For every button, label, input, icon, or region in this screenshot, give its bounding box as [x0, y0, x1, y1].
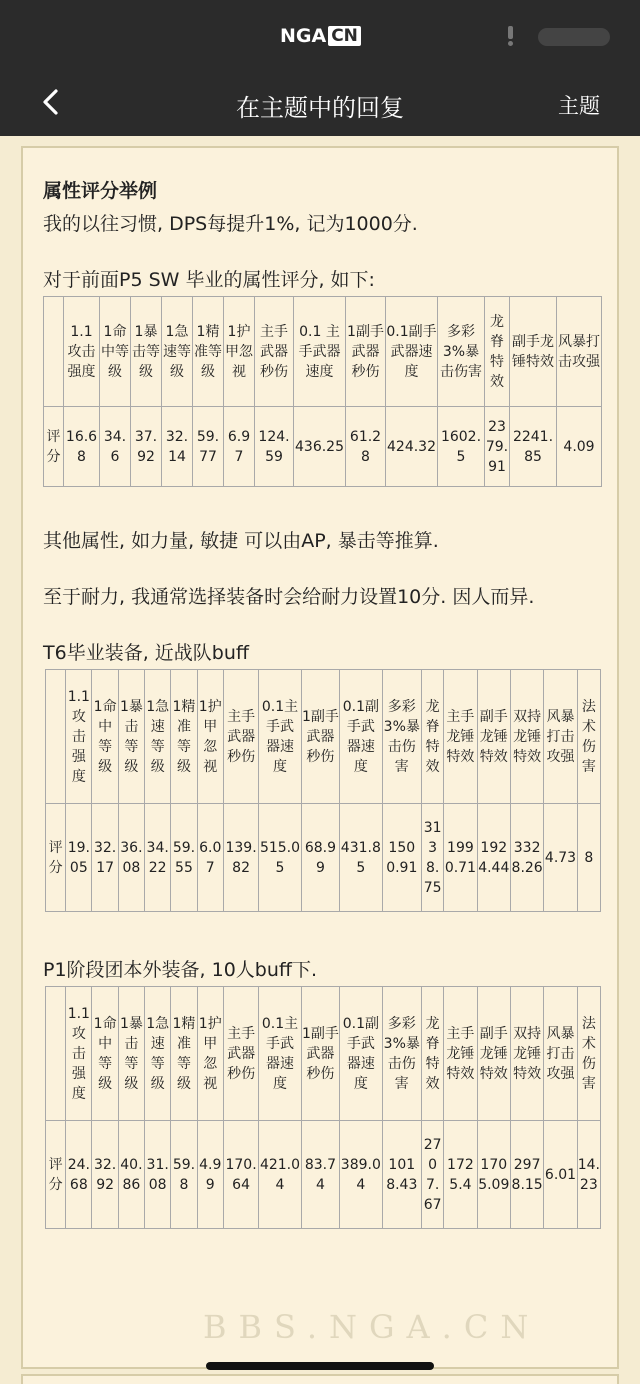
table-header-cell: 副手龙锤特效 [510, 297, 557, 407]
table-value-cell: 4.99 [197, 1121, 223, 1229]
table-header-cell: 副手龙锤特效 [477, 987, 510, 1121]
table-header-cell: 0.1 主手武器速度 [294, 297, 346, 407]
table-t6 [45, 669, 601, 912]
para-stamina: 至于耐力, 我通常选择装备时会给耐力设置10分. 因人而异. [43, 586, 535, 608]
table-value-cell: 6.97 [224, 407, 255, 487]
table-header-cell: 法术伤害 [577, 987, 600, 1121]
table-header-cell: 1精准等级 [171, 987, 197, 1121]
table-value-cell: 8 [577, 804, 600, 912]
table-header-cell: 1命中等级 [100, 297, 131, 407]
table-header-cell: 双持龙锤特效 [510, 987, 543, 1121]
table-header-cell [46, 670, 66, 804]
table-value-cell: 19.05 [66, 804, 92, 912]
table-header-cell: 主手龙锤特效 [444, 987, 477, 1121]
table-header-cell [46, 987, 66, 1121]
table-header-cell: 多彩3%暴击伤害 [382, 670, 421, 804]
table-value-cell: 139.82 [223, 804, 258, 912]
table-header-cell: 多彩3%暴击伤害 [382, 987, 421, 1121]
table-value-cell: 436.25 [294, 407, 346, 487]
table-value-cell: 2241.85 [510, 407, 557, 487]
table-value-cell: 68.99 [301, 804, 339, 912]
section2-title: T6毕业装备, 近战队buff [43, 642, 249, 664]
table-header-cell: 副手龙锤特效 [477, 670, 510, 804]
post-intro: 我的以往习惯, DPS每提升1%, 记为1000分. [43, 213, 418, 235]
table-header-cell [44, 297, 64, 407]
table-header-cell: 主手武器秒伤 [223, 987, 258, 1121]
table-value-cell: 31.08 [145, 1121, 171, 1229]
section3-title: P1阶段团本外装备, 10人buff下. [43, 959, 318, 981]
table-value-cell: 2978.15 [510, 1121, 543, 1229]
table-header-cell: 龙脊特效 [485, 297, 510, 407]
post-heading: 属性评分举例 [43, 180, 158, 202]
table-value-cell: 评分 [46, 804, 66, 912]
table-header-cell: 1急速等级 [162, 297, 193, 407]
table-value-cell: 1602.5 [438, 407, 485, 487]
table-p1 [45, 986, 601, 1229]
table-header-cell: 风暴打击攻强 [557, 297, 602, 407]
table-value-cell: 1705.09 [477, 1121, 510, 1229]
table-value-cell: 37.92 [131, 407, 162, 487]
table-header-cell: 1暴击等级 [118, 670, 144, 804]
table-header-cell: 1暴击等级 [131, 297, 162, 407]
logo-suffix: CN [328, 26, 361, 46]
table-header-cell: 1副手武器秒伤 [346, 297, 386, 407]
table-value-cell: 6.07 [197, 804, 223, 912]
table-header-cell: 0.1主手武器速度 [259, 670, 301, 804]
table-header-cell: 1暴击等级 [118, 987, 144, 1121]
table-header-cell: 风暴打击攻强 [544, 987, 577, 1121]
page-title: 在主题中的回复 [236, 94, 404, 122]
table-value-cell: 36.08 [118, 804, 144, 912]
table-value-cell: 515.05 [259, 804, 301, 912]
table-value-cell: 评分 [44, 407, 64, 487]
table-p5-sw [43, 296, 602, 487]
table-value-cell: 421.04 [259, 1121, 301, 1229]
notification-icon [506, 26, 514, 46]
table-header-cell: 1精准等级 [171, 670, 197, 804]
table-header-cell: 1命中等级 [92, 670, 118, 804]
table-value-cell: 34.22 [145, 804, 171, 912]
table-value-cell: 评分 [46, 1121, 66, 1229]
table-header-cell: 多彩3%暴击伤害 [438, 297, 485, 407]
table-header-cell: 龙脊特效 [422, 987, 444, 1121]
home-indicator [206, 1362, 434, 1370]
section1-title: 对于前面P5 SW 毕业的属性评分, 如下: [43, 269, 375, 291]
table-value-cell: 2379.91 [485, 407, 510, 487]
table-value-cell: 59.77 [193, 407, 224, 487]
table-value-cell: 170.64 [223, 1121, 258, 1229]
status-bar [0, 0, 640, 68]
table-header-cell: 1护甲忽视 [224, 297, 255, 407]
table-value-cell: 4.09 [557, 407, 602, 487]
table-header-cell: 1.1攻击强度 [64, 297, 100, 407]
table-value-cell: 6.01 [544, 1121, 577, 1229]
table-value-cell: 4.73 [544, 804, 577, 912]
table-value-cell: 32.17 [92, 804, 118, 912]
table-header-cell: 1护甲忽视 [197, 670, 223, 804]
table-header-cell: 1副手武器秒伤 [301, 670, 339, 804]
table-header-cell: 法术伤害 [577, 670, 600, 804]
table-value-cell: 14.23 [577, 1121, 600, 1229]
table-value-cell: 3138.75 [422, 804, 444, 912]
table-header-cell: 0.1副手武器速度 [340, 987, 382, 1121]
table-value-cell: 3328.26 [510, 804, 543, 912]
table-value-cell: 1725.4 [444, 1121, 477, 1229]
table-value-cell: 59.8 [171, 1121, 197, 1229]
table-header-cell: 1护甲忽视 [197, 987, 223, 1121]
table-value-cell: 424.32 [386, 407, 438, 487]
table-value-cell: 1018.43 [382, 1121, 421, 1229]
table-value-cell: 83.74 [301, 1121, 339, 1229]
next-post-card-edge [21, 1374, 619, 1384]
table-value-cell: 1990.71 [444, 804, 477, 912]
table-header-cell: 1命中等级 [92, 987, 118, 1121]
table-value-cell: 431.85 [340, 804, 382, 912]
table-header-cell: 0.1主手武器速度 [259, 987, 301, 1121]
para-other-attributes: 其他属性, 如力量, 敏捷 可以由AP, 暴击等推算. [43, 530, 439, 552]
table-value-cell: 2707.67 [422, 1121, 444, 1229]
table-value-cell: 32.14 [162, 407, 193, 487]
table-header-cell: 1精准等级 [193, 297, 224, 407]
table-value-cell: 124.59 [255, 407, 294, 487]
table-header-cell: 风暴打击攻强 [544, 670, 577, 804]
table-value-cell: 16.68 [64, 407, 100, 487]
logo-text: NGA [280, 25, 327, 47]
table-header-cell: 0.1副手武器速度 [386, 297, 438, 407]
table-value-cell: 1500.91 [382, 804, 421, 912]
table-header-cell: 双持龙锤特效 [510, 670, 543, 804]
table-header-cell: 龙脊特效 [422, 670, 444, 804]
table-header-cell: 主手武器秒伤 [255, 297, 294, 407]
topic-button[interactable]: 主题 [558, 94, 600, 118]
table-value-cell: 34.6 [100, 407, 131, 487]
nga-logo [280, 24, 361, 48]
table-value-cell: 24.68 [66, 1121, 92, 1229]
table-value-cell: 61.28 [346, 407, 386, 487]
table-value-cell: 389.04 [340, 1121, 382, 1229]
table-value-cell: 59.55 [171, 804, 197, 912]
navigation-bar [0, 68, 640, 136]
table-header-cell: 1急速等级 [145, 987, 171, 1121]
table-value-cell: 1924.44 [477, 804, 510, 912]
status-indicator [538, 28, 610, 46]
post-card [21, 146, 619, 1369]
table-header-cell: 主手武器秒伤 [223, 670, 258, 804]
table-header-cell: 1急速等级 [145, 670, 171, 804]
table-header-cell: 1.1攻击强度 [66, 987, 92, 1121]
post-content [43, 178, 603, 1229]
table-header-cell: 主手龙锤特效 [444, 670, 477, 804]
watermark: BBS.NGA.CN [203, 1308, 541, 1346]
table-header-cell: 1.1攻击强度 [66, 670, 92, 804]
table-header-cell: 0.1副手武器速度 [340, 670, 382, 804]
table-value-cell: 32.92 [92, 1121, 118, 1229]
table-value-cell: 40.86 [118, 1121, 144, 1229]
table-header-cell: 1副手武器秒伤 [301, 987, 339, 1121]
